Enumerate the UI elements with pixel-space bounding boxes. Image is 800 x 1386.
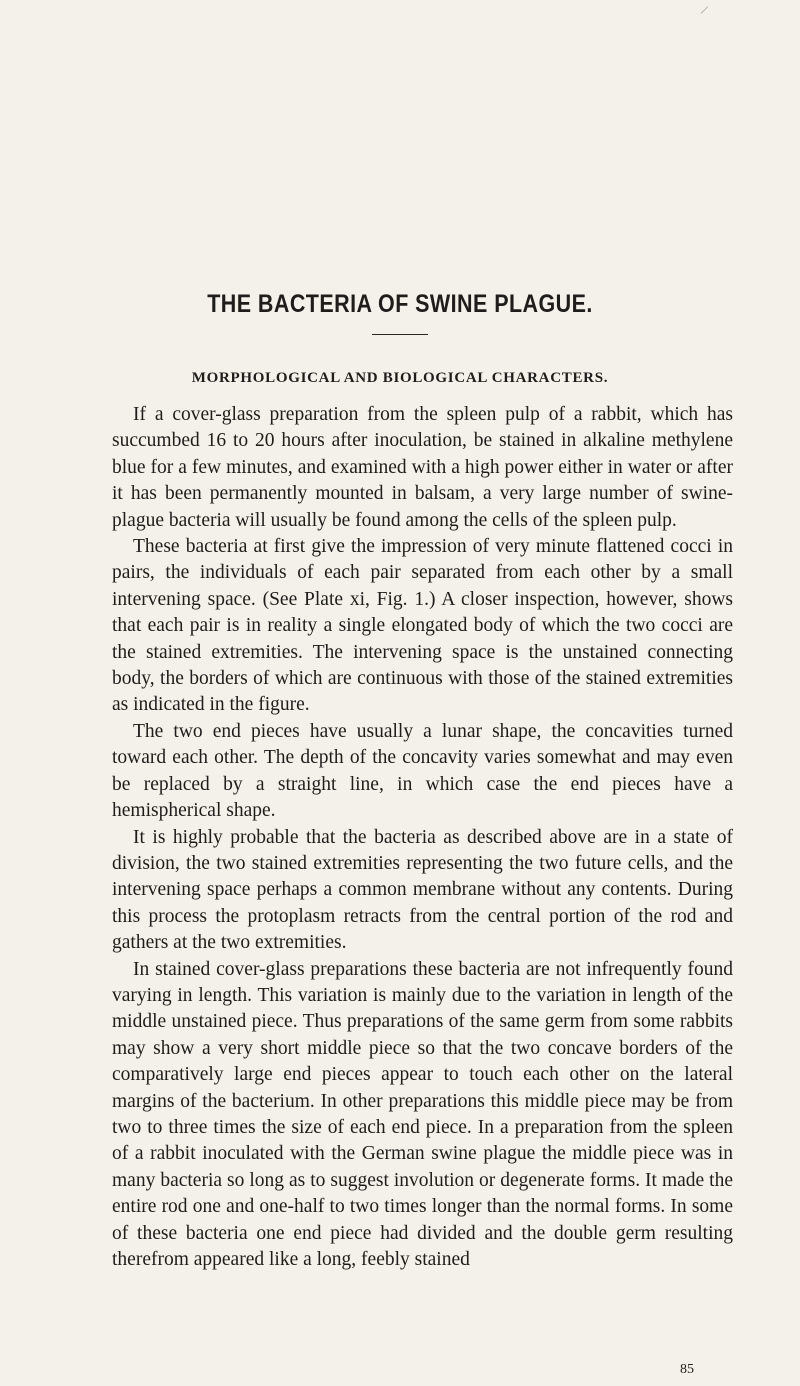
page-number: 85 xyxy=(680,1362,694,1377)
section-heading: MORPHOLOGICAL AND BIOLOGICAL CHARACTERS. xyxy=(191,370,609,386)
paragraph: In stained cover-glass preparations these bacteria are not infrequently found varying in length. This variation is mainly due to the variation in length of the middle unstained piece. Thus preparations of the same germ from some rabbits may show a very short middle piece so that the two concave borders of the comparatively large end pieces appear to touch each other on the lateral margins of the bacterium. In other preparations this middle piece may be from two to three times the size of each end piece. In a preparation from the spleen of a rabbit inoculated with the German swine plague the middle piece was in many bacteria so long as to suggest involution or degenerate forms. It made the entire rod one and one-half to two times longer than the normal forms. In some of these bacteria one end piece had divided and the double germ resulting therefrom appeared like a long, feebly stained xyxy=(112,958,733,1270)
corner-mark xyxy=(701,6,716,21)
page-title: THE BACTERIA OF SWINE PLAGUE. xyxy=(207,290,593,318)
title-rule xyxy=(372,334,428,335)
paragraph: These bacteria at first give the impression of very minute flattened cocci in pairs, the individuals of each pair separated from each other by a small intervening space. (See Plate xi, Fig. 1.) A closer inspection, however, shows that each pair is in reality a single elongated body of which the two cocci are the stained extremities. The intervening space is the unstained connecting body, the borders of which are continuous with those of the stained extremities as indicated in the figure. xyxy=(112,536,733,716)
paragraph: If a cover-glass preparation from the spleen pulp of a rabbit, which has succumbed 16 to 20 hours after inoculation, be stained in alkaline methylene blue for a few minutes, and examined with a high power either in water or after it has been permanently mounted in balsam, a very large number of swine-plague bacteria will usually be found among the cells of the spleen pulp. xyxy=(112,404,733,531)
body-text xyxy=(112,402,733,1273)
paragraph: It is highly probable that the bacteria as described above are in a state of division, the two stained extremities representing the two future cells, and the intervening space perhaps a common membrane without any contents. During this process the protoplasm retracts from the central portion of the rod and gathers at the two extremities. xyxy=(112,826,733,954)
paragraph: The two end pieces have usually a lunar shape, the concavities turned toward each other. The depth of the concavity varies somewhat and may even be replaced by a straight line, in which case the end pieces have a hemispherical shape. xyxy=(112,720,733,822)
